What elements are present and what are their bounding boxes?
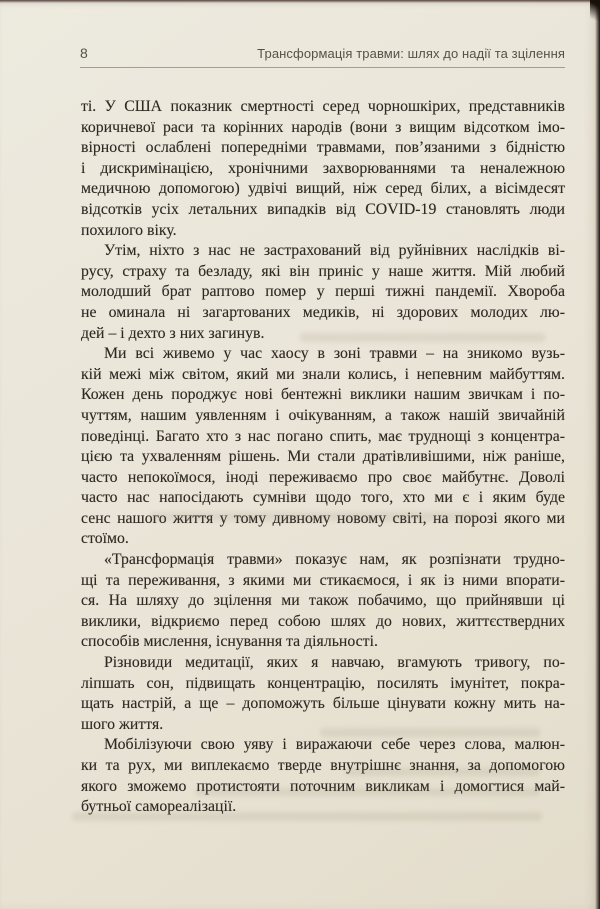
text-line: Мобілізуючи свою уяву і виражаючи себе через слова, малюн- — [104, 736, 565, 754]
text-line: вірності ослаблені попередніми травмами, пов’язаними з бідністю — [81, 139, 565, 157]
text-line: русу, страху та безладу, які він приніс у наше життя. Мій любий — [81, 262, 565, 280]
text-line: щі та переживання, з якими ми стикаємося, і як із ними впорати- — [81, 571, 565, 589]
text-line: молодший брат раптово помер у перші тижні пандемії. Хвороба — [81, 283, 565, 301]
running-head-title: Трансформація травми: шлях до надії та зцілення — [257, 46, 565, 61]
text-line: похилого віку. — [81, 221, 177, 239]
text-line: «Трансформація травми» показує нам, як розпізнати трудно- — [104, 551, 565, 569]
text-line: способів мислення, існування та діяльності. — [81, 633, 378, 651]
text-line: відсотків усіх летальних випадків від COVID-19 становлять люди — [81, 200, 565, 218]
text-line: ліпшать сон, підвищать концентрацію, посилять імунітет, покра- — [81, 674, 565, 692]
text-line: часто непокоїмося, іноді переживаємо про своє майбутнє. Доволі — [81, 468, 565, 486]
paragraph — [81, 653, 565, 735]
paragraph — [81, 550, 565, 653]
text-line: сенс нашого життя у тому дивному новому світі, на порозі якого ми — [81, 509, 565, 527]
paragraph — [81, 344, 565, 550]
text-line: чуттям, нашим уявленням і очікуванням, а також нашій звичайній — [81, 406, 565, 424]
text-line: і дискримінацією, хронічними захворюваннями та неналежною — [81, 159, 565, 177]
text-line: цією та ухваленням рішень. Ми стали дратівливішими, ніж раніше, — [81, 448, 565, 466]
text-line: кій межі між світом, який ми знали колись, і непевним майбуттям. — [81, 365, 565, 383]
text-line: щать настрій, а ще – допоможуть більше цінувати кожну мить на- — [81, 695, 565, 713]
running-head — [80, 46, 565, 68]
text-line: ті. У США показник смертності серед чорношкірих, представників — [81, 98, 565, 115]
text-line: шого життя. — [81, 715, 164, 733]
text-line: якого зможемо протистояти поточним викликам і домогтися май- — [81, 777, 565, 795]
text-line: ся. На шляху до зцілення ми також побачимо, що прийнявши ці — [81, 592, 565, 610]
paragraph — [81, 97, 565, 241]
photo-top-edge — [0, 0, 600, 3]
text-line: медичною допомогою) удвічі вищий, ніж серед білих, а вісімдесят — [81, 180, 565, 198]
paragraph — [81, 735, 565, 817]
text-line: Утім, ніхто з нас не застрахований від руйнівних наслідків ві- — [104, 242, 565, 260]
text-line: коричневої раси та корінних народів (вони з вищим відсотком імо- — [81, 118, 565, 136]
text-line: не оминала ні загартованих медиків, ні здорових молодих лю- — [81, 303, 565, 321]
page-number: 8 — [80, 45, 88, 61]
text-line: Кожен день породжує нові бентежні виклики нашим звичкам і по- — [81, 386, 565, 404]
page-corner-shadow — [590, 0, 600, 26]
text-line: виклики, відкриємо перед собою шлях до нових, життєствердних — [81, 612, 565, 630]
text-line: Ми всі живемо у час хаосу в зоні травми – на зникомо вузь- — [104, 345, 565, 363]
text-line: ки та рух, ми виплекаємо тверде внутрішнє знання, за допомогою — [81, 757, 565, 774]
page-right-edge-shadow — [595, 0, 600, 909]
body-text — [81, 97, 565, 818]
text-line: стоїмо. — [81, 530, 129, 548]
text-line: Різновиди медитації, яких я навчаю, вгамують тривогу, по- — [104, 654, 565, 672]
paragraph — [81, 241, 565, 344]
text-line: часто нас напосідають сумніви щодо того, хто ми є і яким буде — [81, 489, 565, 507]
text-line: бутньої самореалізації. — [81, 798, 237, 816]
text-line: дей – і дехто з них загинув. — [81, 324, 265, 342]
text-line: поведінці. Багато хто з нас погано спить, має труднощі з концентра- — [81, 427, 565, 445]
